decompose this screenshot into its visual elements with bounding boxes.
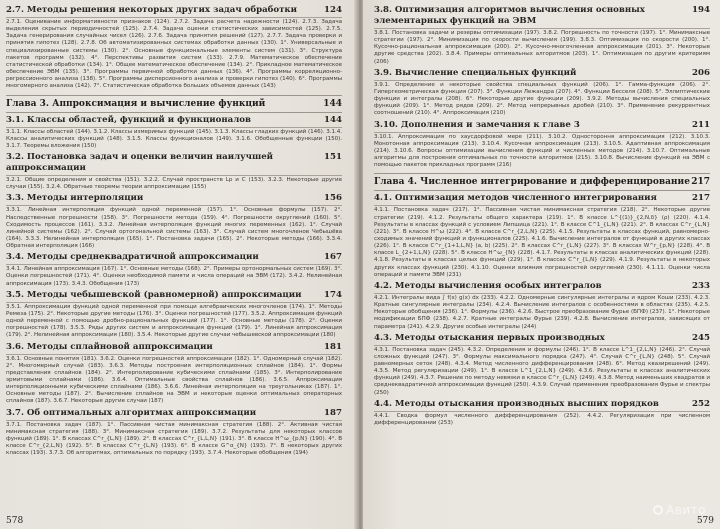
section-contents: 3.3.1. Линейная интерполяция функций одной переменной (157). 1°. Основные формулы (157). 2°. Наследственные погрешности (158). 3°. Погрешности метода (159). 4°. Погрешности округлений (160). 5°. Сходимость процессов (161). 3.3.2. Линейная интерполяция функций многих переменных (162). 1°. Случай линейной системы (162). 2°. Случай ортогональной системы (163). 3°. Случай систем многочленов Чебышёва (164). 3.3.3. Нелинейная интерполяция (165). 1°. Постановка задачи (165). 2°. Некоторые методы (166). 3.3.4. Обратная интерполяция (166) [6,207,342,250]
section-contents: 3.4.1. Линейная аппроксимация (167). 1°. Основные методы (168). 2°. Примеры ортонормальных систем (169). 3°. Оценки погрешностей (171). 4°. Оценки необходимой памяти и числа операций на ЭВМ (172). 3.4.2. Нелинейная аппроксимация (173). 3.4.3. Обобщения (173) [6,266,342,287]
section-title: 3.3. Методы интерполяции [6,193,144,204]
toc-section [6,193,342,250]
section-heading [6,193,342,206]
toc-section [374,193,710,279]
section-heading [374,333,710,346]
section-page-number: 252 [692,398,710,409]
section-page-number: 187 [324,407,342,418]
section-heading [6,342,342,355]
toc-section [374,333,710,397]
section-page-number: 167 [324,252,342,263]
section-title: 3.6. Методы сплайновой аппроксимации [6,341,213,352]
toc-section [6,5,342,91]
section-title: 3.8. Оптимизация алгоритмов вычисления основных элементарных функций на ЭВМ [374,5,645,26]
toc-section [374,281,710,331]
section-contents: 3.9.1. Определение и некоторые свойства специальных функций (206). 1°. Гамма-функция (206). 2°. Гипергеометрическая функция (207). 3°. Функции Лежандра (207). 4°. Функции Бесселя (208). 5°. Эллиптические функции и интегралы (208). 6°. Некоторые другие функции (209). 3.9.2. Методы вычисления специальных функций (209). 1°. Метод рядов (209). 2°. Метод непрерывных дробей (210). 3°. Применение рекуррентных соотношений (210). 4°. Аппроксимация (210) [374,81,710,117]
section-page-number: 124 [324,5,342,15]
toc-section [6,252,342,287]
section-title: 3.7. Об оптимальных алгоритмах аппроксимации [6,407,257,418]
toc-section [6,342,342,406]
right-page [363,0,720,529]
section-heading [6,115,342,128]
watermark-text: Авито [666,503,706,517]
chapter-title: Глава 3. Аппроксимация и вычисление функций [6,98,266,109]
section-page-number: 206 [692,67,710,78]
section-heading [374,68,710,81]
toc-section [374,399,710,427]
section-page-number: 245 [692,332,710,343]
chapter-heading [374,173,710,191]
section-contents: 3.7.1. Постановка задач (187). 1°. Пассивная чистая минимаксная стратегия (188). 2°. Активная чистая минимаксная стратегия (188). 3°. Минимаксная стратегия (189). 3.7.2. Результаты для некоторых классов функций (189). 1°. В классах C^r_{L,N} (189). 2°. В классах C^r_{L,L,N} (191). 3°. В классе H^ω_{p,N} (190). 4°. В классе C^r_{2,L,N} (192). 5°. В классах C^r_{L,N} (193). 6°. В классе G^α_{N} (193). 7°. В некоторых других классах (193). 3.7.3. Об алгоритмах, оптимальных по порядку (193). 3.7.4. Некоторые обобщения (194) [6,421,342,457]
section-heading [374,120,710,133]
section-heading [6,5,342,18]
section-heading [6,152,342,176]
right-page-number: 579 [696,516,714,526]
section-page-number: 233 [692,280,710,291]
section-contents: 4.1.1. Постановка задач (217). 1°. Пассивная чистая минимаксная стратегия (218). 2°. Некоторые другие стратегии (219). 4.1.2. Результаты общего характера (219). 1°. В классе L^{(1)}_{2,N,δ} (ρ) (220). 4.1.4. Результаты в классах функций с условием Липшица (221). 1°. В классе C^1_{L,N} (221). 2°. В классах C^r_{L,N} (221). 3°. В классе H^ω (222). 4°. В классе C^r_{2,L,N} (225). 4.1.5. Результаты в классах функций, равномерно-сходимых значений функций и функционалов (225). 4.1.6. Вычисление интегралов от функций в других классах (226). 1°. В классе C^r_{1+1,L,N} (a, b) (225). 2°. В классах C^r_{L,N} (227). 3°. В классах W^r_{p,N} (228). 4°. В классе L_{2+1,L,N} (228). 5°. В классе H^ω_{N} (228). 4.1.7. Результаты в классах аналитических функций (228). 4.1.8. Результаты в классах целых функций (229). 1°. В классах C^r_{L,N} (229). 4.1.9. Результаты в некоторых других классах функций (230). 4.1.10. Оценки влияния погрешностей округлений (230). 4.1.11. Оценки числа операций и памяти ЭВМ (231) [374,207,710,278]
toc-section [6,290,342,340]
section-page-number: 151 [324,152,342,163]
section-title: 3.10. Дополнения и замечания к главе 3 [374,119,580,130]
chapter-page-number: 144 [323,98,342,109]
section-page-number: 194 [692,5,710,15]
section-contents: 2.7.1. Оценивание информативности признаков (124). 2.7.2. Задача расчета надежности (124). 2.7.3. Задача выделения скрытых периодичностей (125). 2.7.4. Задача оценки статистических зависимостей (125). 2.7.5. Задача генерирования случайных чисел (126). 2.7.6. Задача принятия решений (127). 2.7.7. Задача проверки и принятия гипотез (128). 2.7.8. Об автоматизированных системах обработки данных (130). 1°. Универсальные и специализированные системы (130). 2°. Основные функциональные элементы систем (131). 3°. Структура пакетов программ (132). 4°. Перспективы развития систем (133). 2.7.9. Математическое обеспечение статистической обработки (134). 1°. Общее математическое обеспечение (134). 2°. Прикладное математическое обеспечение ЭВМ (135). 3°. Программы первичной обработки данных (136). 4°. Программы корреляционно-регрессионного анализа (138). 5°. Программы дисперсионного анализа и проверки гипотез (140). 6°. Программы многомерного анализа (142). 7°. Статистическая обработка больших объемов данных (143) [6,19,342,90]
left-page [0,0,356,529]
section-title: 4.1. Оптимизация методов численного интегрирования [374,193,657,204]
toc-section [374,120,710,170]
section-contents: 3.5.1. Аппроксимация функций одной переменной при помощи алгебраических многочленов (174). 1°. Методы Ремеза (175). 2°. Некоторые другие методы (176). 3°. Оценки погрешностей (177). 3.5.2. Аппроксимация функций одной переменной с помощью дробно-рациональных функций (177). 1°. Основные методы (178). 2°. Оценки погрешностей (178). 3.5.3. Ряды других систем и аппроксимация функций (179). 1°. Линейная аппроксимация (179). 2°. Нелинейная аппроксимация (180). 3.5.4. Некоторые другие случаи чебышевской аппроксимации (180) [6,303,342,339]
section-page-number: 211 [692,119,710,130]
section-page-number: 217 [692,193,710,204]
section-title: 4.4. Методы отыскания производных высших порядков [374,398,659,409]
toc-section [6,115,342,150]
section-contents: 3.8.1. Постановка задачи и резервы оптимизации (197). 3.8.2. Погрешность по точности (197). 1°. Минимаксные стратегии (197). 2°. Минимизация по скорости вычисления (199). 3.8.3. Оптимизация по скорости (200). 1°. Кусочно-рациональная аппроксимация (200). 2°. Кусочно-многочленная аппроксимация (201). 3°. Некоторые другие средства (202). 3.8.4. Примеры оптимальных алгоритмов (203). 1°. Оптимизация по другим критериям (206) [374,30,710,65]
section-heading [374,281,710,294]
section-title: 2.7. Методы решения некоторых других задач обработки [6,5,298,15]
section-title: 4.3. Методы отыскания первых производных [374,332,605,343]
watermark-logo-icon [653,505,663,515]
watermark [653,503,706,517]
section-heading [374,193,710,206]
section-heading [6,252,342,265]
toc-section [374,5,710,66]
section-contents: 3.1.1. Классы областей (144). 3.1.2. Классы измеримых функций (145). 3.1.3. Классы гладких функций (146). 3.1.4. Классы аналитических функций (148). 3.1.5. Классы функционалов (149). 3.1.6. Обобщенные функции (150). 3.1.7. Теоремы вложения (150) [6,128,342,149]
section-contents: 4.3.1. Постановка задач (245). 4.3.2. Определения и формулы (246). 1°. В классе L^1_{2,L,N} (246). 2°. Случай сложных функций (247). 3°. Формулы максимального порядка (247). 4°. Случай C^r_{L,N} (248). 5°. Случай равномерных сеток (248). 4.3.4. Метод численного дифференцирования (248). 6°. Метод квазирешений (249). 4.3.5. Метод регуляризации (249). 1°. В классе L^1_{2,L,N} (249). 4.3.6. Результаты в классах аналитических функций (249). 4.3.7. Решение по методу невязки в классе C^r_{L,N} (249). 4.3.8. Метод наименьших квадратов и среднеквадратичной аппроксимации функций (250). 4.3.9. Случай применения преобразования Фурье и спектры (250) [374,346,710,396]
toc-section [6,152,342,191]
toc-section [374,68,710,118]
section-contents: 3.6.1. Основные понятия (181). 3.6.2. Оценки погрешностей аппроксимации (182). 1°. Одномерный случай (182). 2°. Многомерный случай (183). 3.6.3. Методы построения интерполяционных сплайнов (184). 1°. Формы представления сплайнов (184). 2°. Интерполирование кубическими сплайнами (185). 3°. Интерполирование эрмитовыми сплайнами (186). 3.6.4. Оптимальные свойства сплайнов (186). 3.6.5. Аппроксимация интерполяционными кубическими сплайнами (186). 3.6.6. Линейная интерполяция на треугольниках (187). 1°. Основные методы (187). 2°. Вычисление сплайнов на ЭВМ и некоторые оценки оптимальных операторных сплайнов (187). 3.6.7. Некоторые другие случаи (187) [6,355,342,405]
section-title: 3.9. Вычисление специальных функций [374,67,577,78]
toc-section [6,408,342,458]
section-title: 4.2. Методы вычисления особых интегралов [374,280,602,291]
section-contents: 3.2.1. Общие определения и свойства (151). 3.2.2. Случай пространств Lp и C (153). 3.2.3. Некоторые другие случаи (155). 3.2.4. Обратные теоремы теории аппроксимации (155) [6,177,342,191]
section-heading [374,399,710,412]
chapter-title: Глава 4. Численное интегрирование и дифференцирование [374,177,690,188]
section-contents: 4.4.1. Сводка формул численного дифференцирования (252). 4.4.2. Регуляризация при численном дифференцировании (253) [374,412,710,426]
section-title: 3.1. Классы областей, функций и функционалов [6,114,251,125]
section-page-number: 174 [324,289,342,300]
section-page-number: 181 [324,341,342,352]
left-page-number: 578 [6,516,24,526]
section-contents: 3.10.1. Аппроксимация по хаусдорфовой мере (211). 3.10.2. Одностороння аппроксимация (212). 3.10.3. Монотонная аппроксимация (213). 3.10.4. Кусочная аппроксимация (213). 3.10.5. Адаптивная аппроксимация (214). 3.10.6. Вопросы оптимизации вычисления функций и численных методов (214). 3.10.7. Оптимальные алгоритмы для построения оптимальных по точности алгоритмов (215). 3.10.8. Вычисление функций на ЭВМ с помощью пакетов прикладных программ (216) [374,133,710,169]
chapter-heading [6,95,342,113]
section-heading [6,290,342,303]
chapter-page-number: 217 [691,177,710,188]
section-page-number: 156 [324,193,342,204]
section-title: 3.4. Методы среднеквадратичной аппроксимации [6,252,259,263]
section-heading [6,408,342,421]
section-heading [374,5,710,29]
section-contents: 4.2.1. Интегралы вида ∫ f(x) g(x) dx (233). 4.2.2. Одномерные сингулярные интегралы и ядром Коши (233). 4.2.3. Кратные сингулярные интегралы (234). 4.2.4. Вычисление интегралов с особенностями в областях (235). 4.2.5. Некоторые обобщения (236). 1°. Формулы (236). 4.2.6. Быстрое преобразование Фурье (БПФ) (237). 1°. Некоторые модификации БПФ (238). 4.2.7. Кратные интегралы Фурье (239). 4.2.8. Вычисление интегралов, зависящих от параметра (241). 4.2.9. Другие особые интегралы (244) [374,294,710,330]
section-page-number: 144 [324,114,342,125]
section-title: 3.2. Постановка задач и оценки величин наилучшей аппроксимации [6,152,274,174]
section-title: 3.5. Методы чебышевской (равномерной) аппроксимации [6,289,302,300]
